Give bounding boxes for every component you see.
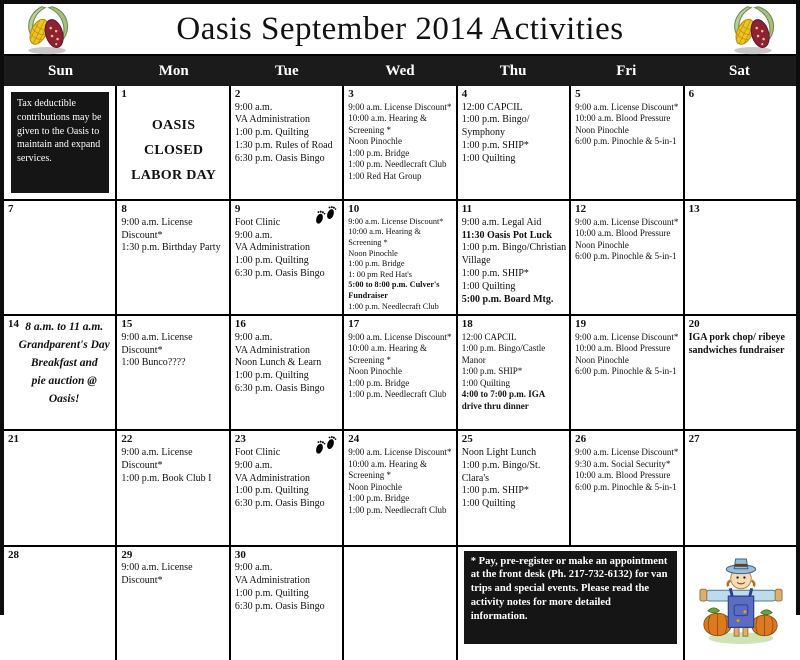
event-item: 9:00 a.m. <box>234 101 273 113</box>
calendar-grid <box>4 86 796 660</box>
event-item: 10:00 a.m. Hearing & Screening * <box>348 343 428 365</box>
event-item: 1:00 Bunco???? <box>121 357 186 369</box>
day-number: 3 <box>348 88 354 100</box>
calendar-cell-empty <box>344 547 455 660</box>
calendar-cell-day-20 <box>685 316 796 429</box>
calendar-cell-day-18 <box>458 316 569 429</box>
event-item: 1:00 p.m. Needlecraft Club <box>348 389 447 400</box>
event-item: 10:00 a.m. Hearing & Screening * <box>348 458 428 481</box>
event-item: 11:30 Oasis Pot Luck <box>461 229 552 241</box>
event-item: VA Administration <box>234 472 310 484</box>
event-item: 10:00 a.m. Hearing & Screening * <box>348 113 428 135</box>
event-item: 1:00 p.m. Quilting <box>234 370 309 382</box>
day-header-fri: Fri <box>616 62 637 79</box>
day-header-thu: Thu <box>499 62 527 79</box>
calendar-cell-day-10 <box>344 201 455 314</box>
event-item: 9:00 a.m. <box>234 562 273 574</box>
event-item: 6:00 p.m. Pinochle & 5-in-1 <box>575 366 677 377</box>
calendar-cell-day-6 <box>685 86 796 199</box>
calendar-cell-day-14 <box>4 316 115 429</box>
calendar-cell-day-7 <box>4 201 115 314</box>
event-item: 1:00 Quilting <box>461 152 516 164</box>
event-item: 9:00 a.m. <box>234 229 273 241</box>
event-item: 1: 00 pm Red Hat's <box>348 269 412 279</box>
day-number: 20 <box>688 318 700 331</box>
event-item: 1:00 p.m. Bingo/Christian Village <box>461 242 567 267</box>
day-number: 5 <box>575 88 581 100</box>
day-number: 8 <box>121 203 127 216</box>
event-item: 1:00 p.m. Bingo/St. Clara's <box>461 459 541 484</box>
day-number: 4 <box>461 88 468 100</box>
event-item: 10:00 a.m. Hearing & Screening * <box>348 227 421 247</box>
event-item: 1:00 p.m. Bridge <box>348 259 405 269</box>
event-item: 1:00 p.m. Needlecraft Club <box>348 301 439 311</box>
event-item: 6:30 p.m. Oasis Bingo <box>234 152 325 164</box>
day-number: 14 <box>8 318 19 331</box>
event-item: 9:00 a.m. <box>234 331 273 343</box>
event-item: 9:00 a.m. License Discount* <box>348 216 444 226</box>
event-item: 9:00 a.m. Legal Aid <box>461 216 542 228</box>
event-item: 1:00 p.m. SHIP* <box>461 140 529 152</box>
day-number: 9 <box>234 203 241 216</box>
event-item: IGA pork chop/ ribeye sandwiches fundraiser <box>688 331 785 356</box>
footprints-icon <box>312 204 338 226</box>
day-number: 15 <box>121 318 133 331</box>
event-item: 1:30 p.m. Rules of Road <box>234 140 333 152</box>
footer-note-cell <box>458 547 683 660</box>
event-item: Noon Pinochle <box>575 354 629 365</box>
calendar-cell-day-27 <box>685 431 796 544</box>
calendar-cell-day-19 <box>571 316 682 429</box>
day-number: 25 <box>461 433 473 446</box>
day-number: 18 <box>461 318 473 331</box>
event-item: Noon Light Lunch <box>461 447 537 459</box>
closed-banner: OASIS CLOSED LABOR DAY <box>131 117 217 184</box>
event-item: 5:00 to 8:00 p.m. Culver's Fundraiser <box>348 280 440 301</box>
event-item: 1:00 p.m. SHIP* <box>461 485 529 497</box>
event-item: 1:00 p.m. Quilting <box>234 485 309 497</box>
day-number: 22 <box>121 433 133 446</box>
event-item: 1:00 p.m. Bingo/ Symphony <box>461 114 530 139</box>
day-number: 26 <box>575 433 587 446</box>
event-item: Noon Pinochle <box>348 248 398 258</box>
calendar-cell-day-23 <box>231 431 342 544</box>
event-item: 4:00 to 7:00 p.m. IGA drive thru dinner <box>461 389 545 411</box>
day-number: 21 <box>8 433 19 446</box>
day-number: 24 <box>348 433 360 446</box>
calendar-cell-day-13 <box>685 201 796 314</box>
event-item: 1:00 p.m. SHIP* <box>461 267 529 279</box>
tax-notice-cell <box>4 86 115 199</box>
scarecrow-icon <box>698 556 784 651</box>
event-item: 6:30 p.m. Oasis Bingo <box>234 383 325 395</box>
calendar-cell-day-9 <box>231 201 342 314</box>
event-item: 9:30 a.m. Social Security* <box>575 458 671 469</box>
event-item: 9:00 a.m. License Discount* <box>348 101 452 112</box>
day-header-row <box>4 56 796 86</box>
event-item: 1:00 Quilting <box>461 377 510 388</box>
day-number: 19 <box>575 318 587 331</box>
calendar-cell-day-16 <box>231 316 342 429</box>
day-number: 28 <box>8 548 19 561</box>
day-number: 30 <box>234 548 246 561</box>
event-item: 10:00 a.m. Blood Pressure <box>575 228 671 239</box>
corn-icon <box>20 5 74 55</box>
scarecrow-icon-cell <box>685 547 796 660</box>
calendar-cell-day-2 <box>231 86 342 199</box>
day-number: 6 <box>688 88 695 100</box>
event-item: 9:00 a.m. License Discount* <box>575 447 679 458</box>
event-item: 6:30 p.m. Oasis Bingo <box>234 267 325 279</box>
event-item: 12:00 CAPCIL <box>461 331 517 342</box>
event-item: Noon Pinochle <box>348 136 403 147</box>
event-item: 1:00 p.m. Quilting <box>234 587 309 599</box>
event-item: 1:00 Red Hat Group <box>348 170 422 181</box>
day-number: 13 <box>688 203 700 216</box>
day-header-tue: Tue <box>275 62 299 79</box>
event-item: 9:00 a.m. License Discount* <box>348 331 452 342</box>
event-item: 6:00 p.m. Pinochle & 5-in-1 <box>575 136 677 147</box>
event-item: 9:00 a.m. License Discount* <box>121 216 193 241</box>
day-number: 2 <box>234 88 241 100</box>
event-item: 9:00 a.m. License Discount* <box>575 101 679 112</box>
day-number: 17 <box>348 318 360 331</box>
calendar-cell-day-22 <box>117 431 228 544</box>
day-header-sun: Sun <box>48 62 74 79</box>
event-item: 9:00 a.m. License Discount* <box>121 562 193 586</box>
calendar-cell-day-8 <box>117 201 228 314</box>
event-item: 6:30 p.m. Oasis Bingo <box>234 600 325 612</box>
event-item: VA Administration <box>234 574 310 586</box>
event-item: 1:30 p.m. Birthday Party <box>121 242 221 254</box>
event-item: Noon Pinochle <box>575 124 629 135</box>
day-header-wed: Wed <box>385 62 415 79</box>
event-item: Noon Pinochle <box>575 239 629 250</box>
calendar-cell-day-26 <box>571 431 682 544</box>
event-item: 10:00 a.m. Blood Pressure <box>575 113 671 124</box>
day-number: 11 <box>461 203 473 216</box>
event-item: 1:00 p.m. Bridge <box>348 147 410 158</box>
tax-notice: Tax deductible contributions may be given to the Oasis to maintain and expand services. <box>11 92 109 193</box>
calendar-cell-day-5 <box>571 86 682 199</box>
event-item: 1:00 p.m. Quilting <box>234 127 309 139</box>
event-item: VA Administration <box>234 114 310 126</box>
event-item: 1:00 p.m. Bridge <box>348 377 410 388</box>
event-item: 10:00 a.m. Blood Pressure <box>575 470 671 481</box>
corn-icon <box>726 5 780 55</box>
day-number: 16 <box>234 318 246 331</box>
event-item: 10:00 a.m. Blood Pressure <box>575 343 671 354</box>
event-item: 5:00 p.m. Board Mtg. <box>461 293 554 305</box>
event-item: Foot Clinic <box>234 447 281 459</box>
event-item: 9:00 a.m. License Discount* <box>121 447 193 471</box>
calendar-cell-day-4 <box>458 86 569 199</box>
event-item: 1:00 p.m. Needlecraft Club <box>348 159 447 170</box>
calendar-cell-day-24 <box>344 431 455 544</box>
calendar-cell-day-12 <box>571 201 682 314</box>
day-header-sat: Sat <box>729 62 750 79</box>
event-item: 9:00 a.m. <box>234 459 273 471</box>
event-item: VA Administration <box>234 344 310 356</box>
event-item: 6:00 p.m. Pinochle & 5-in-1 <box>575 251 677 262</box>
event-item: 1:00 p.m. Needlecraft Club <box>348 504 447 515</box>
day-number: 27 <box>688 433 700 446</box>
event-item: 9:00 a.m. License Discount* <box>575 331 679 342</box>
day-header-mon: Mon <box>158 62 189 79</box>
day-number: 12 <box>575 203 587 216</box>
event-item: 9:00 a.m. License Discount* <box>121 331 193 356</box>
event-item: 1:00 p.m. Bridge <box>348 493 410 504</box>
day-number: 10 <box>348 203 360 216</box>
event-item: 6:30 p.m. Oasis Bingo <box>234 498 325 510</box>
day-number: 7 <box>8 203 14 216</box>
event-item: 1:00 p.m. SHIP* <box>461 366 523 377</box>
event-item: 12:00 CAPCIL <box>461 101 523 113</box>
footprints-icon <box>312 434 338 456</box>
calendar-cell-day-1 <box>117 86 228 199</box>
event-item: 1:00 p.m. Book Club I <box>121 472 212 484</box>
calendar-cell-day-3 <box>344 86 455 199</box>
calendar-cell-day-15 <box>117 316 228 429</box>
event-item: 1:00 Quilting <box>461 280 516 292</box>
calendar-cell-day-28 <box>4 547 115 660</box>
calendar-cell-day-29 <box>117 547 228 660</box>
page-title: Oasis September 2014 Activities <box>176 10 624 47</box>
calendar-cell-day-17 <box>344 316 455 429</box>
day-number: 29 <box>121 548 133 561</box>
event-item: 1:00 p.m. Bingo/Castle Manor <box>461 343 546 365</box>
calendar-cell-day-21 <box>4 431 115 544</box>
event-item: VA Administration <box>234 242 310 254</box>
footer-note: * Pay, pre-register or make an appointment at the front desk (Ph. 217-732-6132) for van trips and special events. Please read the activity notes for more detailed information. <box>464 551 677 644</box>
calendar-cell-day-11 <box>458 201 569 314</box>
calendar-cell-day-30 <box>231 547 342 660</box>
title-bar <box>4 4 796 56</box>
event-item: Noon Pinochle <box>348 366 403 377</box>
day-number: 1 <box>121 88 127 100</box>
day-number: 23 <box>234 433 246 446</box>
special-event: 8 a.m. to 11 a.m. Grandparent's Day Breakfast and pie auction @ Oasis! <box>18 321 110 405</box>
event-item: 1:00 p.m. Quilting <box>234 255 309 267</box>
event-item: 9:00 a.m. License Discount* <box>348 447 452 458</box>
event-item: Noon Pinochle <box>348 481 403 492</box>
calendar-cell-day-25 <box>458 431 569 544</box>
event-item: Noon Lunch & Learn <box>234 357 322 369</box>
event-item: 1:00 Quilting <box>461 498 516 510</box>
event-item: Foot Clinic <box>234 216 281 228</box>
event-item: 6:00 p.m. Pinochle & 5-in-1 <box>575 481 677 492</box>
event-item: 9:00 a.m. License Discount* <box>575 216 679 227</box>
